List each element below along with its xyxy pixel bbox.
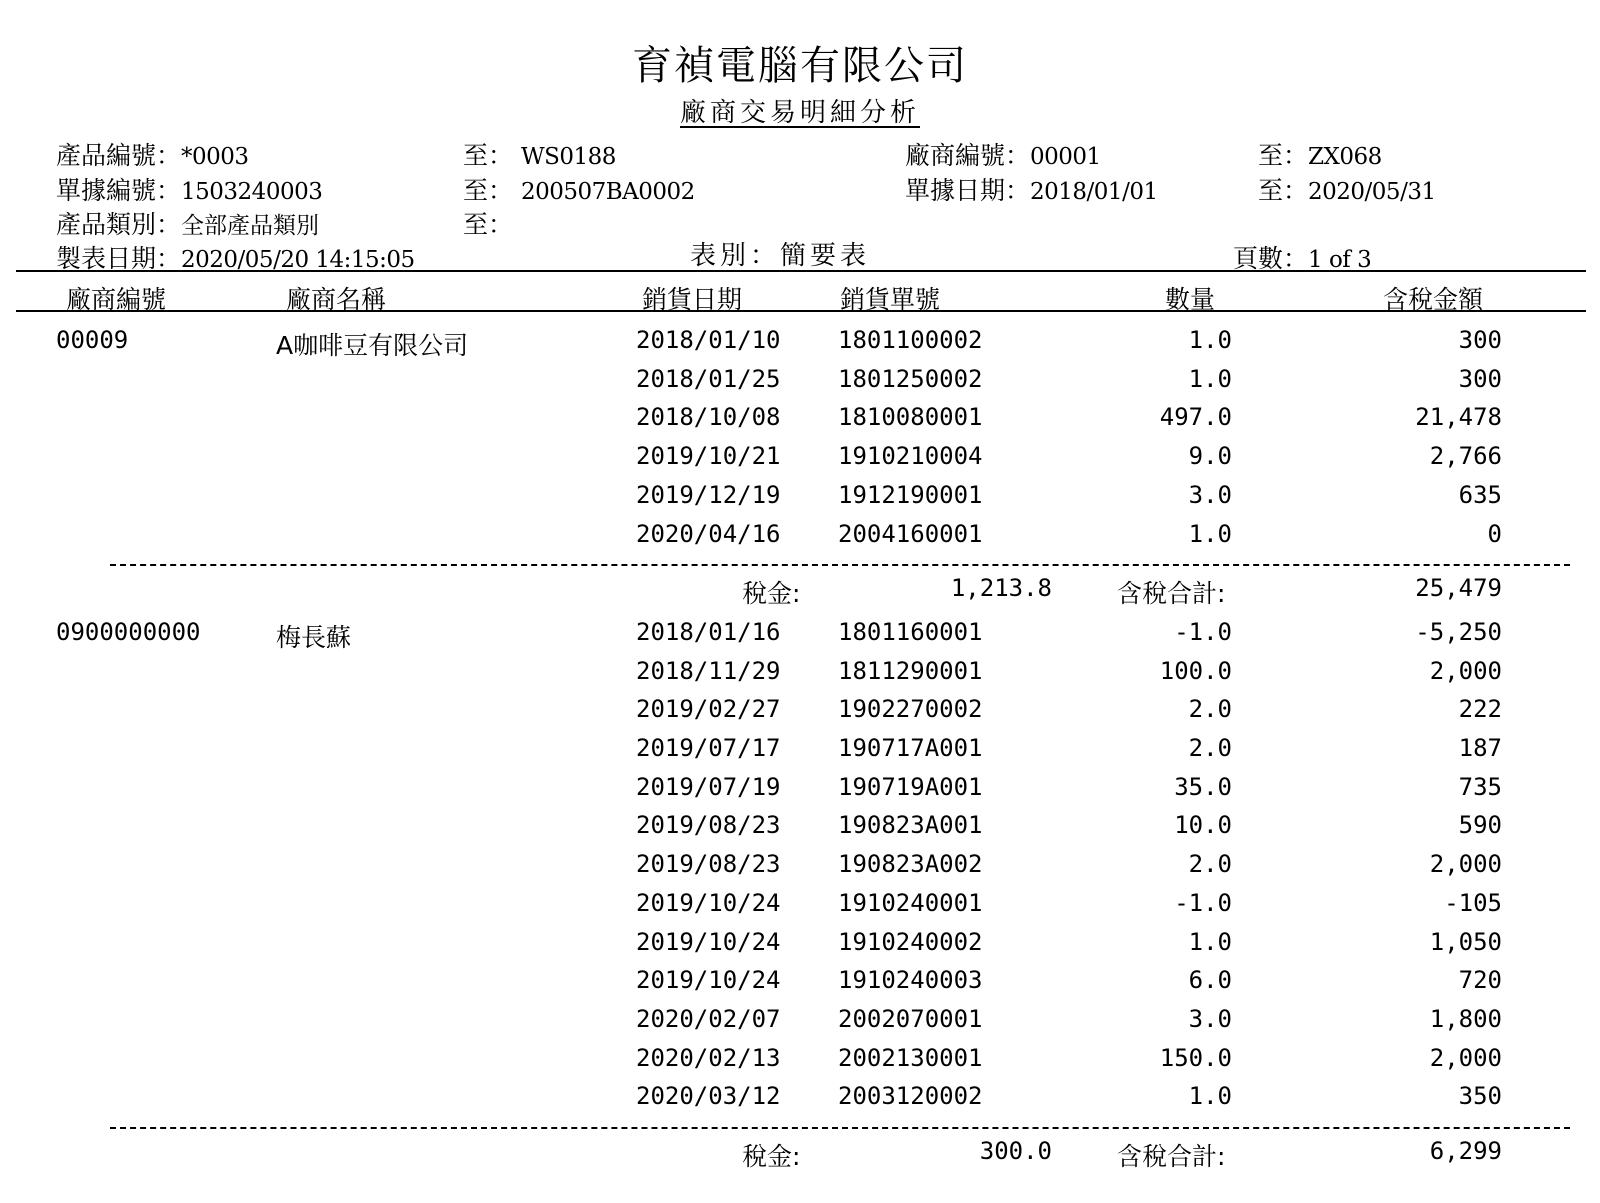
- amount-cell: 300: [1458, 326, 1502, 354]
- qty-cell: -1.0: [1174, 617, 1232, 646]
- sale-date-cell: 2018/01/25: [636, 364, 781, 393]
- category-to-label: 至：: [463, 210, 514, 239]
- table-row: [0, 922, 1600, 961]
- table-row: [0, 1076, 1600, 1115]
- doc-date-to: [1258, 171, 1436, 207]
- qty-cell: 1.0: [1188, 519, 1232, 548]
- qty-cell: 1.0: [1188, 1082, 1232, 1111]
- print-date-label: 製表日期：: [56, 244, 182, 273]
- amount-cell: 2,000: [1429, 1043, 1502, 1072]
- sale-date-cell: 2019/07/19: [636, 772, 781, 801]
- table-row: [0, 960, 1600, 999]
- table-row: [0, 844, 1600, 883]
- amount-cell: 590: [1458, 811, 1502, 840]
- product-code-to: [463, 136, 616, 172]
- report-title-text: 廠商交易明細分析: [679, 98, 920, 128]
- product-code-to-label: 至：: [463, 141, 514, 170]
- tax-label: 稅金:: [742, 579, 801, 609]
- doc-no-to-value: 200507BA0002: [520, 179, 695, 205]
- sale-no-cell: 190823A002: [838, 850, 983, 879]
- product-code-filter: [56, 136, 249, 172]
- subtotal-row: [0, 568, 1600, 607]
- vendor-code-to: [1258, 136, 1382, 172]
- page-value: 1 of 3: [1308, 247, 1372, 273]
- amount-cell: 300: [1458, 364, 1502, 393]
- subtotal-row: [0, 1131, 1600, 1170]
- sale-no-cell: 2002130001: [838, 1043, 983, 1072]
- report-title: [0, 92, 1600, 129]
- sale-date-cell: 2018/01/16: [636, 617, 781, 646]
- table-row: [0, 475, 1600, 514]
- vendor-code-filter: [905, 136, 1101, 172]
- qty-cell: 1.0: [1188, 364, 1232, 393]
- table-row: [0, 999, 1600, 1038]
- category-label: 產品類別：: [56, 210, 182, 239]
- qty-cell: 1.0: [1188, 927, 1232, 956]
- amount-cell: 222: [1458, 695, 1502, 724]
- amount-cell: 350: [1458, 1082, 1502, 1111]
- table-type: 表別：簡要表: [690, 241, 871, 271]
- qty-cell: 3.0: [1188, 480, 1232, 509]
- qty-cell: 2.0: [1188, 695, 1232, 724]
- sale-no-cell: 1801160001: [838, 617, 983, 646]
- table-row: [0, 514, 1600, 553]
- vendor-code-to-value: ZX068: [1308, 144, 1382, 170]
- amount-cell: 1,800: [1429, 1004, 1502, 1033]
- header-bottom-rule: [16, 310, 1586, 312]
- sale-date-cell: 2020/03/12: [636, 1082, 781, 1111]
- qty-cell: 150.0: [1159, 1043, 1232, 1072]
- vendor-code-label: 廠商編號：: [905, 141, 1031, 170]
- col-vendor-name: 廠商名稱: [286, 285, 387, 314]
- doc-no-to-label: 至：: [463, 176, 514, 205]
- table-row: [0, 728, 1600, 767]
- total-value: 6,299: [1429, 1137, 1502, 1165]
- sale-no-cell: 1910240002: [838, 927, 983, 956]
- table-row: [0, 436, 1600, 475]
- sale-date-cell: 2018/10/08: [636, 403, 781, 432]
- amount-cell: 1,050: [1429, 927, 1502, 956]
- amount-cell: -105: [1444, 888, 1502, 917]
- vendor-code-cell: 00009: [56, 326, 129, 354]
- table-row: [0, 651, 1600, 690]
- sale-no-cell: 1910240003: [838, 966, 983, 995]
- company-name: 育禎電腦有限公司: [632, 43, 968, 89]
- category-filter: [56, 205, 319, 241]
- group-separator: [110, 1127, 1570, 1129]
- vendor-code-to-label: 至：: [1258, 141, 1309, 170]
- table-row: [0, 689, 1600, 728]
- qty-cell: 2.0: [1188, 734, 1232, 762]
- table-row: [0, 320, 1600, 359]
- product-code-label: 產品編號：: [56, 141, 182, 170]
- product-code-to-value: WS0188: [520, 144, 616, 170]
- qty-cell: 3.0: [1188, 1004, 1232, 1033]
- sale-date-cell: 2019/07/17: [636, 734, 781, 762]
- category-from: 全部產品類別: [181, 213, 320, 239]
- vendor-code-cell: 0900000000: [56, 617, 201, 646]
- table-row: [0, 397, 1600, 436]
- sale-date-cell: 2019/10/24: [636, 888, 781, 917]
- sale-no-cell: 1810080001: [838, 403, 983, 432]
- qty-cell: 6.0: [1188, 966, 1232, 995]
- amount-cell: 2,766: [1429, 442, 1502, 471]
- col-sale-no: 銷貨單號: [840, 285, 941, 314]
- doc-no-label: 單據編號：: [56, 176, 182, 205]
- header-top-rule: [16, 270, 1586, 272]
- table-row: [0, 767, 1600, 806]
- qty-cell: 10.0: [1174, 811, 1232, 840]
- sale-no-cell: 1902270002: [838, 695, 983, 724]
- sale-no-cell: 1801250002: [838, 364, 983, 393]
- qty-cell: -1.0: [1174, 888, 1232, 917]
- vendor-name-cell: 梅長蘇: [276, 622, 352, 652]
- total-label: 含稅合計:: [1117, 579, 1226, 609]
- col-vendor-code: 廠商編號: [66, 285, 167, 314]
- table-row: [0, 359, 1600, 398]
- amount-cell: 2,000: [1429, 850, 1502, 879]
- group-separator: [110, 564, 1570, 566]
- sale-date-cell: 2019/08/23: [636, 850, 781, 879]
- print-date-value: 2020/05/20 14:15:05: [181, 247, 415, 273]
- sale-date-cell: 2019/10/21: [636, 442, 781, 471]
- table-row: [0, 805, 1600, 844]
- table-row: [0, 883, 1600, 922]
- total-value: 25,479: [1415, 574, 1502, 603]
- qty-cell: 35.0: [1174, 772, 1232, 801]
- doc-no-to: [463, 171, 695, 207]
- col-qty: 數量: [1165, 285, 1216, 314]
- sale-date-cell: 2019/10/24: [636, 927, 781, 956]
- sale-no-cell: 190719A001: [838, 772, 983, 801]
- sale-date-cell: 2020/02/07: [636, 1004, 781, 1033]
- amount-cell: -5,250: [1415, 617, 1502, 646]
- col-amount: 含稅金額: [1383, 285, 1484, 314]
- qty-cell: 497.0: [1159, 403, 1232, 432]
- category-to: [463, 205, 513, 241]
- page-label: 頁數：: [1233, 244, 1309, 273]
- vendor-code-from: 00001: [1030, 144, 1101, 170]
- doc-date-to-label: 至：: [1258, 176, 1309, 205]
- vendor-name-cell: A咖啡豆有限公司: [276, 331, 469, 360]
- sale-date-cell: 2018/11/29: [636, 656, 781, 685]
- qty-cell: 2.0: [1188, 850, 1232, 879]
- amount-cell: 2,000: [1429, 656, 1502, 685]
- doc-date-filter: [905, 171, 1158, 207]
- sale-no-cell: 1910240001: [838, 888, 983, 917]
- tax-value: 300.0: [979, 1137, 1052, 1165]
- amount-cell: 720: [1458, 966, 1502, 995]
- sale-date-cell: 2019/02/27: [636, 695, 781, 724]
- product-code-from: *0003: [181, 144, 249, 170]
- sale-no-cell: 1912190001: [838, 480, 983, 509]
- sale-no-cell: 190717A001: [838, 734, 983, 762]
- amount-cell: 635: [1458, 480, 1502, 509]
- doc-date-label: 單據日期：: [905, 176, 1031, 205]
- amount-cell: 187: [1458, 734, 1502, 762]
- sale-date-cell: 2018/01/10: [636, 326, 781, 354]
- doc-no-from: 1503240003: [181, 179, 323, 205]
- amount-cell: 735: [1458, 772, 1502, 801]
- sale-date-cell: 2020/02/13: [636, 1043, 781, 1072]
- sale-date-cell: 2019/10/24: [636, 966, 781, 995]
- sale-no-cell: 2003120002: [838, 1082, 983, 1111]
- amount-cell: 21,478: [1415, 403, 1502, 432]
- sale-date-cell: 2019/12/19: [636, 480, 781, 509]
- sale-no-cell: 1801100002: [838, 326, 983, 354]
- sale-date-cell: 2019/08/23: [636, 811, 781, 840]
- sale-no-cell: 1811290001: [838, 656, 983, 685]
- sale-no-cell: 1910210004: [838, 442, 983, 471]
- tax-value: 1,213.8: [950, 574, 1052, 603]
- qty-cell: 100.0: [1159, 656, 1232, 685]
- sale-date-cell: 2020/04/16: [636, 519, 781, 548]
- col-sale-date: 銷貨日期: [642, 285, 743, 314]
- sale-no-cell: 190823A001: [838, 811, 983, 840]
- qty-cell: 1.0: [1188, 326, 1232, 354]
- sale-no-cell: 2002070001: [838, 1004, 983, 1033]
- total-label: 含稅合計:: [1117, 1142, 1226, 1171]
- tax-label: 稅金:: [742, 1142, 801, 1171]
- doc-date-from: 2018/01/01: [1030, 179, 1158, 205]
- table-row: [0, 1038, 1600, 1077]
- qty-cell: 9.0: [1188, 442, 1232, 471]
- doc-date-to-value: 2020/05/31: [1308, 179, 1436, 205]
- doc-no-filter: [56, 171, 322, 207]
- amount-cell: 0: [1487, 519, 1502, 548]
- sale-no-cell: 2004160001: [838, 519, 983, 548]
- table-row: [0, 612, 1600, 651]
